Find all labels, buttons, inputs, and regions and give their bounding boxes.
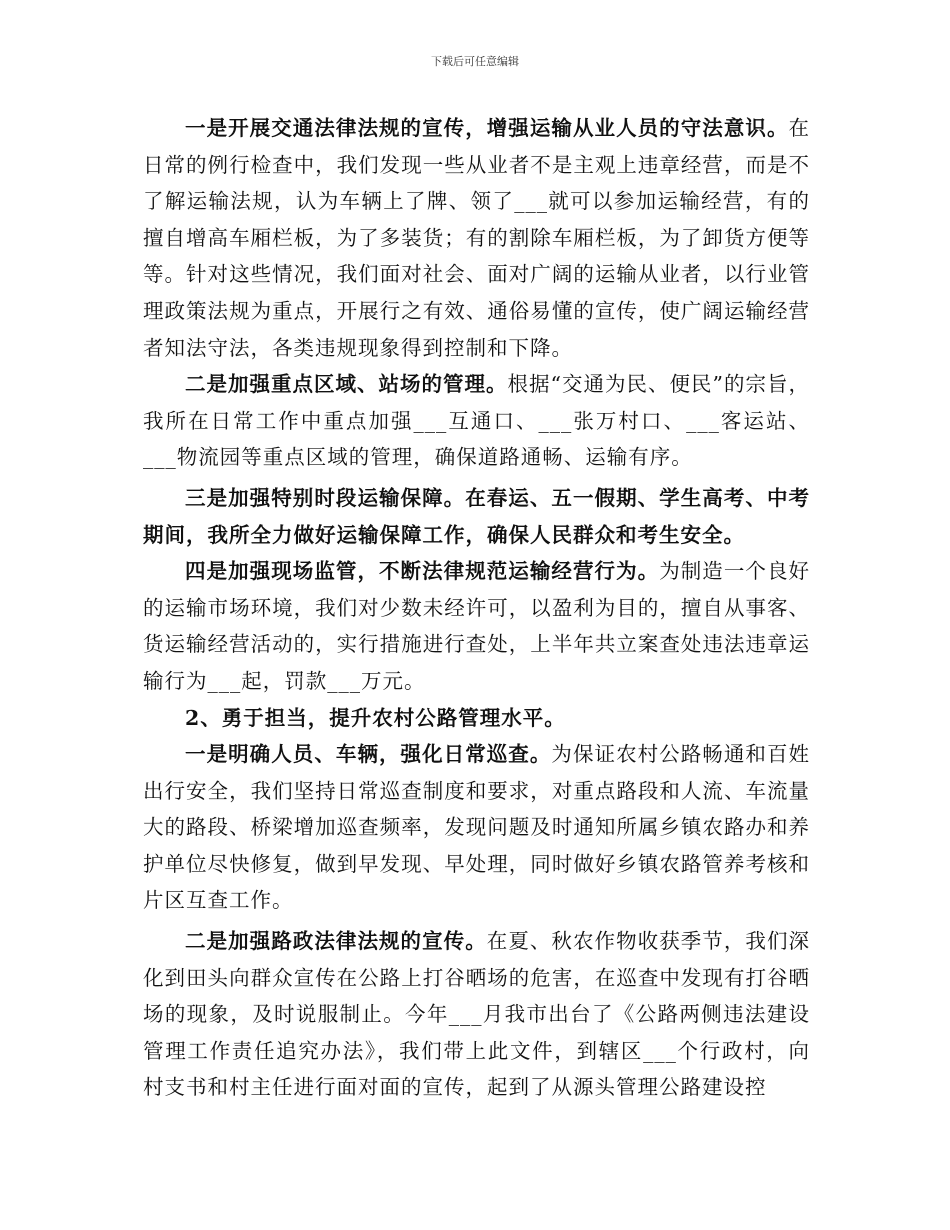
paragraph-lead: 四是加强现场监管，不断法律规范运输经营行为。: [185, 559, 660, 584]
paragraph-text: 根据“交通为民、便民”的宗旨，我所在日常工作中重点加强___互通口、___张万村口、___客运站、___物流园等重点区域的管理，确保道路通畅、运输有序。: [143, 372, 810, 470]
paragraph-2: [143, 366, 810, 476]
section-heading-2: [143, 700, 810, 737]
paragraph-3: [143, 480, 810, 553]
page-header: 下载后可任意编辑: [431, 55, 519, 68]
paragraph-text: 在夏、秋农作物收获季节，我们深化到田头向群众宣传在公路上打谷晒场的危害，在巡查中发现有打谷晒场的现象，及时说服制止。今年___月我市出台了《公路两侧违法建设管理工作责任追究办法》，我们带上此文件，到辖区___个行政村，向村支书和村主任进行面对面的宣传，起到了从源头管理公路建设控: [143, 929, 811, 1100]
paragraph-text: 在日常的例行检查中，我们发现一些从业者不是主观上违章经营，而是不了解运输法规，认为车辆上了牌、领了___就可以参加运输经营，有的擅自增高车厢栏板，为了多装货；有的割除车厢栏板，为了卸货方便等等。针对这些情况，我们面对社会、面对广阔的运输从业者，以行业管理政策法规为重点，开展行之有效、通俗易懂的宣传，使广阔运输经营者知法守法，各类违规现象得到控制和下降。: [143, 116, 810, 360]
paragraph-4: [143, 553, 810, 699]
paragraph-1: [143, 110, 810, 366]
paragraph-lead: 一是明确人员、车辆，强化日常巡查。: [185, 742, 552, 767]
paragraph-lead: 三是加强特别时段运输保障。在春运、五一假期、学生高考、中考期间，我所全力做好运输保障工作，确保人民群众和考生安全。: [143, 485, 810, 547]
paragraph-5: [143, 736, 810, 919]
paragraph-lead: 一是开展交通法律法规的宣传，增强运输从业人员的守法意识。: [185, 116, 789, 140]
paragraph-lead: 二是加强路政法律法规的宣传。: [185, 929, 487, 954]
paragraph-text: 为制造一个良好的运输市场环境，我们对少数未经许可，以盈利为目的，擅自从事客、货运输经营活动的，实行措施进行查处，上半年共立案查处违法违章运输行为___起，罚款___万元。: [143, 559, 811, 693]
paragraph-6: [143, 923, 810, 1106]
document-body: [143, 110, 810, 1106]
section-heading-text: 2、勇于担当，提升农村公路管理水平。: [185, 705, 566, 730]
paragraph-lead: 二是加强重点区域、站场的管理。: [185, 372, 508, 397]
paragraph-text: 为保证农村公路畅通和百姓出行安全，我们坚持日常巡查制度和要求，对重点路段和人流、车流量大的路段、桥梁增加巡查频率，发现问题及时通知所属乡镇农路办和养护单位尽快修复，做到早发现、早处理，同时做好乡镇农路管养考核和片区互查工作。: [143, 742, 811, 913]
